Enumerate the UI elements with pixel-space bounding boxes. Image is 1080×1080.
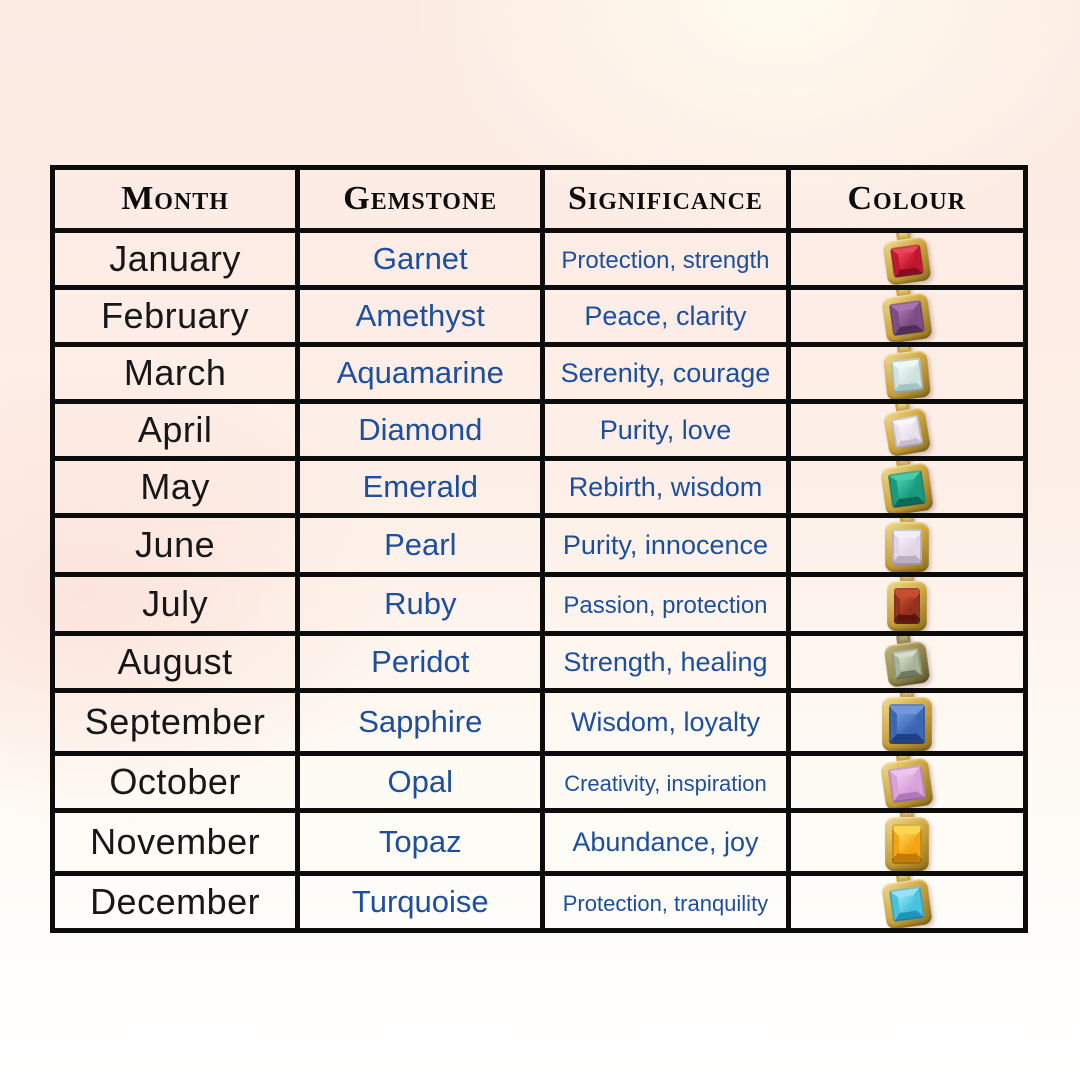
colour-cell <box>788 811 1025 874</box>
gemstone-label: Amethyst <box>355 298 485 333</box>
pendant-frame <box>883 640 930 687</box>
month-label: December <box>90 881 261 922</box>
colour-cell <box>788 516 1025 575</box>
garnet-pendant-icon <box>882 236 932 286</box>
table-row <box>53 231 1026 288</box>
month-cell <box>53 811 298 874</box>
opal-pendant-icon <box>880 757 934 811</box>
gemstone-label: Garnet <box>372 241 468 276</box>
pendant-frame <box>885 817 929 871</box>
pendant-gem <box>894 588 920 624</box>
colour-cell <box>788 575 1025 634</box>
table-body <box>53 231 1026 931</box>
table-row <box>53 634 1026 691</box>
gemstone-label: Peridot <box>371 644 470 679</box>
pendant-gem <box>889 704 925 744</box>
column-header-significance: Significance <box>543 168 788 231</box>
significance-label: Abundance, joy <box>572 826 759 857</box>
significance-label: Purity, innocence <box>562 529 769 560</box>
significance-label: Creativity, inspiration <box>564 770 767 796</box>
colour-cell <box>788 634 1025 691</box>
pendant-frame <box>881 292 933 344</box>
table-row <box>53 691 1026 754</box>
pendant-gem <box>891 648 923 680</box>
significance-label: Peace, clarity <box>584 300 747 331</box>
table-row <box>53 754 1026 811</box>
turquoise-pendant-icon <box>881 878 933 930</box>
colour-cell <box>788 231 1025 288</box>
gemstone-cell <box>298 634 543 691</box>
gemstone-cell <box>298 345 543 402</box>
sapphire-pendant-icon <box>882 697 932 751</box>
gemstone-label: Aquamarine <box>336 355 504 390</box>
gemstone-label: Diamond <box>358 412 483 447</box>
table-row <box>53 516 1026 575</box>
gemstone-label: Pearl <box>384 527 457 562</box>
pendant-gem <box>888 765 926 803</box>
gemstone-cell <box>298 874 543 931</box>
month-label: June <box>135 524 216 565</box>
gemstone-label: Opal <box>387 764 454 799</box>
pendant-frame <box>880 757 934 811</box>
amethyst-pendant-icon <box>881 292 933 344</box>
column-header-colour: Colour <box>788 168 1025 231</box>
significance-label: Strength, healing <box>563 646 768 677</box>
colour-cell <box>788 402 1025 459</box>
colour-cell <box>788 691 1025 754</box>
month-cell <box>53 691 298 754</box>
month-label: November <box>90 821 261 862</box>
significance-label: Purity, love <box>599 414 732 445</box>
month-cell <box>53 575 298 634</box>
month-cell <box>53 754 298 811</box>
significance-cell <box>543 754 788 811</box>
gemstone-cell <box>298 691 543 754</box>
pendant-frame <box>882 697 932 751</box>
significance-label: Rebirth, wisdom <box>568 471 763 502</box>
emerald-pendant-icon <box>880 462 934 516</box>
gemstone-cell <box>298 459 543 516</box>
significance-cell <box>543 691 788 754</box>
significance-cell <box>543 345 788 402</box>
significance-label: Protection, tranquility <box>562 890 769 916</box>
gemstone-label: Turquoise <box>351 884 489 919</box>
pendant-gem <box>892 824 922 864</box>
month-cell <box>53 231 298 288</box>
table-row <box>53 288 1026 345</box>
gemstone-cell <box>298 516 543 575</box>
significance-cell <box>543 231 788 288</box>
colour-cell <box>788 874 1025 931</box>
pendant-gem <box>890 244 924 278</box>
pendant-frame <box>882 407 931 458</box>
significance-label: Protection, strength <box>561 246 770 274</box>
gemstone-cell <box>298 402 543 459</box>
month-cell <box>53 874 298 931</box>
pendant-gem <box>889 300 925 336</box>
pendant-frame <box>882 349 931 400</box>
table-row <box>53 345 1026 402</box>
peridot-pendant-icon <box>883 640 930 687</box>
gemstone-cell <box>298 575 543 634</box>
significance-cell <box>543 288 788 345</box>
table-row <box>53 402 1026 459</box>
colour-cell <box>788 345 1025 402</box>
table-row <box>53 874 1026 931</box>
month-cell <box>53 459 298 516</box>
month-label: May <box>140 466 210 507</box>
significance-label: Passion, protection <box>563 591 768 619</box>
pearl-pendant-icon <box>885 522 929 572</box>
gemstone-cell <box>298 231 543 288</box>
pendant-gem <box>892 529 922 565</box>
month-cell <box>53 402 298 459</box>
pendant-frame <box>885 522 929 572</box>
month-cell <box>53 634 298 691</box>
significance-label: Serenity, courage <box>560 357 771 388</box>
pendant-frame <box>887 581 927 631</box>
month-label: July <box>142 583 209 624</box>
month-cell <box>53 288 298 345</box>
pendant-gem <box>890 415 923 449</box>
gemstone-cell <box>298 811 543 874</box>
pendant-gem <box>888 470 926 508</box>
gemstone-label: Emerald <box>362 469 478 504</box>
pendant-frame <box>882 236 932 286</box>
pendant-gem <box>890 357 923 393</box>
month-label: February <box>101 295 250 336</box>
significance-cell <box>543 811 788 874</box>
topaz-pendant-icon <box>885 817 929 871</box>
ruby-pendant-icon <box>887 581 927 631</box>
birthstone-table <box>50 165 1028 933</box>
column-header-month: Month <box>53 168 298 231</box>
month-label: March <box>123 352 227 393</box>
diamond-pendant-icon <box>882 407 931 458</box>
month-cell <box>53 516 298 575</box>
column-header-gemstone: Gemstone <box>298 168 543 231</box>
aquamarine-pendant-icon <box>882 349 931 400</box>
pendant-frame <box>881 878 933 930</box>
significance-cell <box>543 634 788 691</box>
month-label: January <box>109 238 241 279</box>
significance-cell <box>543 459 788 516</box>
table-row <box>53 575 1026 634</box>
gemstone-label: Ruby <box>384 586 457 621</box>
table-row <box>53 459 1026 516</box>
colour-cell <box>788 754 1025 811</box>
gemstone-label: Sapphire <box>358 704 483 739</box>
gemstone-cell <box>298 288 543 345</box>
significance-cell <box>543 575 788 634</box>
gemstone-cell <box>298 754 543 811</box>
colour-cell <box>788 459 1025 516</box>
gemstone-label: Topaz <box>378 824 462 859</box>
month-label: September <box>84 701 266 742</box>
colour-cell <box>788 288 1025 345</box>
month-label: October <box>109 761 241 802</box>
significance-cell <box>543 874 788 931</box>
month-cell <box>53 345 298 402</box>
pendant-gem <box>889 886 925 922</box>
table-row <box>53 811 1026 874</box>
significance-cell <box>543 402 788 459</box>
month-label: April <box>137 409 213 450</box>
significance-label: Wisdom, loyalty <box>570 706 760 737</box>
header-row <box>53 168 1026 231</box>
significance-cell <box>543 516 788 575</box>
month-label: August <box>117 641 233 682</box>
pendant-frame <box>880 462 934 516</box>
